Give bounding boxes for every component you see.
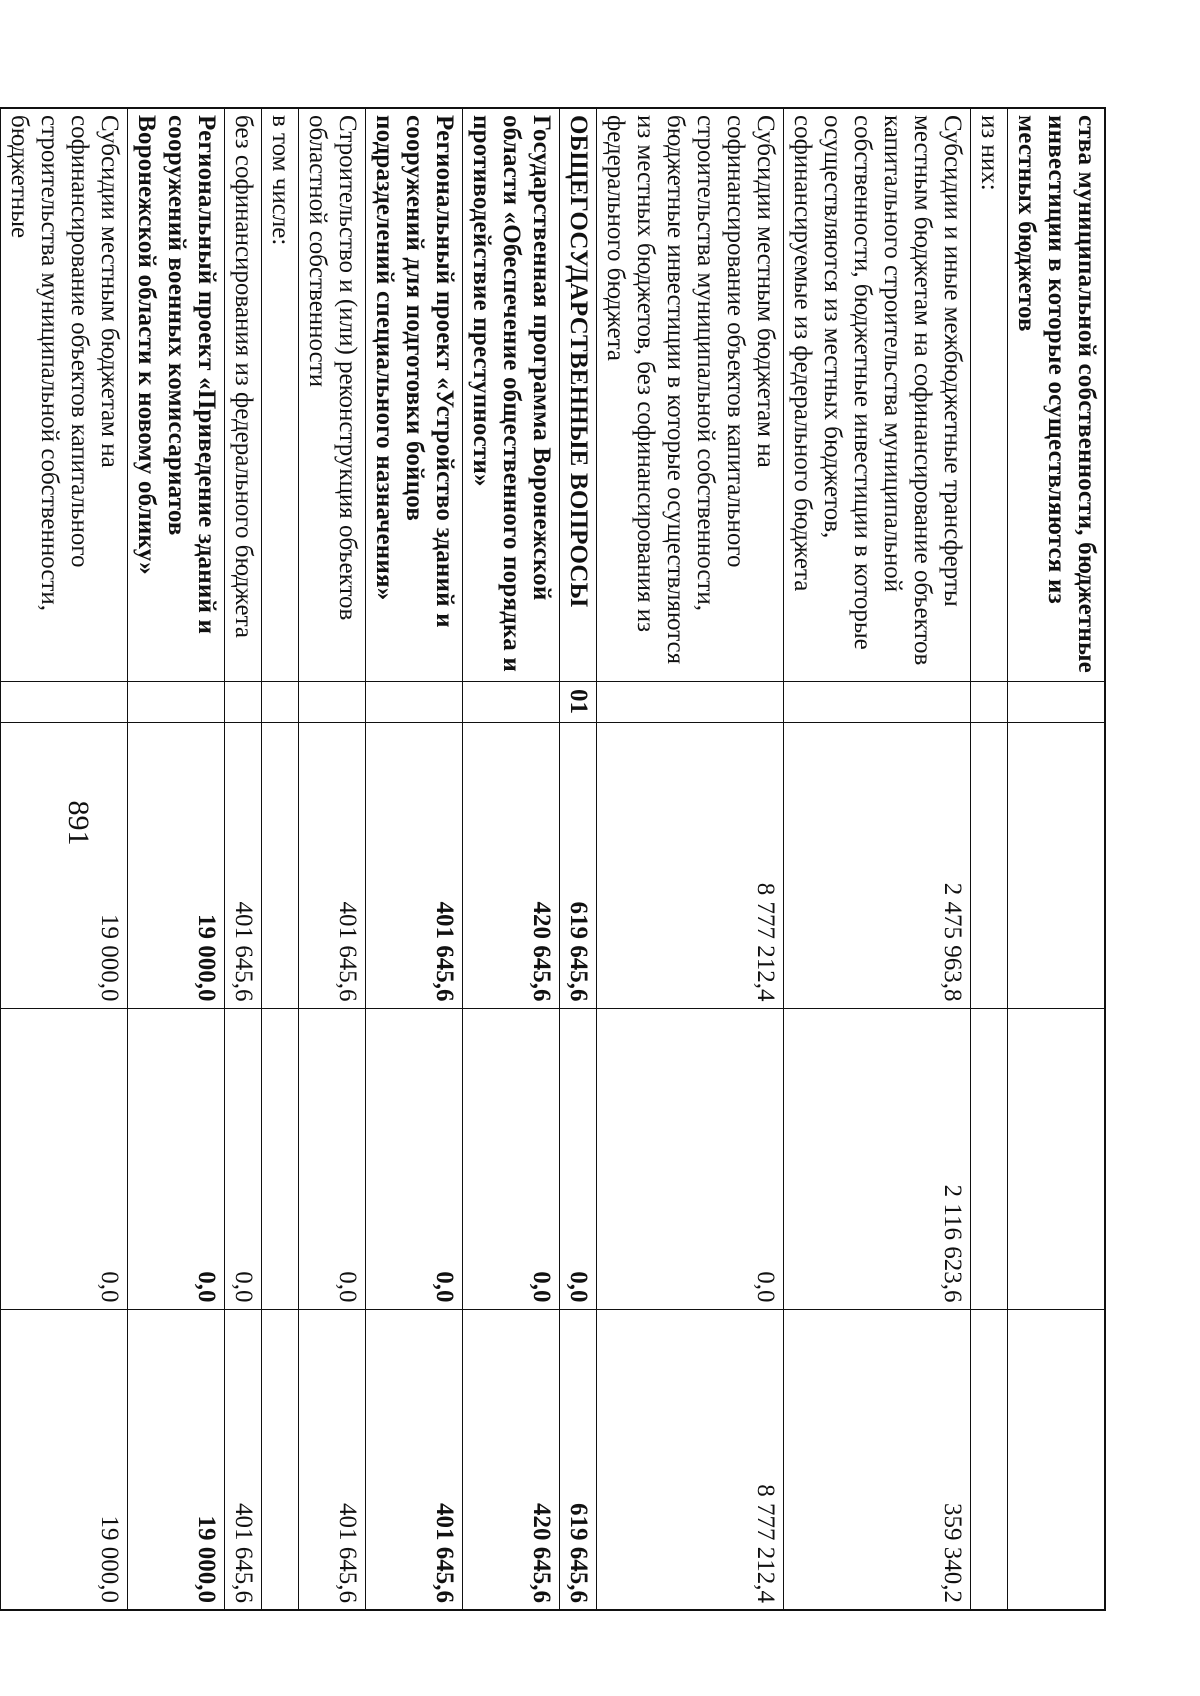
table-row (225, 108, 262, 1610)
row-regional-cell: 420 645,6 (463, 1309, 560, 1610)
row-total-cell (1008, 722, 1106, 1008)
row-federal-cell: 0,0 (463, 1008, 560, 1309)
row-total-cell: 401 645,6 (366, 722, 463, 1008)
table-row (366, 108, 463, 1610)
table-row (1008, 108, 1106, 1610)
table-row (299, 108, 366, 1610)
row-total-cell: 2 475 963,8 (784, 722, 971, 1008)
row-code-cell (463, 681, 560, 722)
row-name-cell: в том числе: (262, 108, 299, 681)
budget-table (0, 107, 1106, 1611)
row-federal-cell: 0,0 (128, 1008, 225, 1309)
row-total-cell: 401 645,6 (225, 722, 262, 1008)
table-body (0, 108, 1105, 1610)
row-federal-cell (262, 1008, 299, 1309)
row-regional-cell: 401 645,6 (366, 1309, 463, 1610)
row-regional-cell: 359 340,2 (784, 1309, 971, 1610)
row-regional-cell (971, 1309, 1008, 1610)
page-number: 891 (62, 800, 95, 846)
row-code-cell (299, 681, 366, 722)
table-row (560, 108, 597, 1610)
row-federal-cell (1008, 1008, 1106, 1309)
row-code-cell (1008, 681, 1106, 722)
row-total-cell (971, 722, 1008, 1008)
row-federal-cell: 0,0 (0, 1008, 128, 1309)
row-federal-cell: 0,0 (560, 1008, 597, 1309)
row-code-cell (262, 681, 299, 722)
row-name-cell: Региональный проект «Приведение зданий и сооружений военных комиссариатов Воронежской области к новому облику» (128, 108, 225, 681)
table-row (971, 108, 1008, 1610)
row-regional-cell (262, 1309, 299, 1610)
row-name-cell: Государственная программа Воронежской области «Обеспечение общественного порядка и противодействие преступности» (463, 108, 560, 681)
row-regional-cell: 401 645,6 (299, 1309, 366, 1610)
row-regional-cell: 19 000,0 (0, 1309, 128, 1610)
row-name-cell: Субсидии и иные межбюджетные трансферты местным бюджетам на софинансирование объектов капитального строительства муниципальной собственности, бюджетные инвестиции в которые осуществляются из местных бюджетов, софинансируемые из федерального бюджета (784, 108, 971, 681)
row-name-cell: Субсидии местным бюджетам на софинансирование объектов капитального строительства муниципальной собственности, бюджетные (0, 108, 128, 681)
row-total-cell: 19 000,0 (128, 722, 225, 1008)
row-code-cell (366, 681, 463, 722)
row-name-cell: Субсидии местным бюджетам на софинансирование объектов капитального строительства муниципальной собственности, бюджетные инвестиции в которые осуществляются из местных бюджетов, без софинансирования из федерального бюджета (597, 108, 784, 681)
row-federal-cell: 0,0 (366, 1008, 463, 1309)
row-regional-cell: 19 000,0 (128, 1309, 225, 1610)
row-name-cell: ства муниципальной собственности, бюджетные инвестиции в которые осуществляются из местных бюджетов (1008, 108, 1106, 681)
row-regional-cell: 8 777 212,4 (597, 1309, 784, 1610)
row-code-cell (971, 681, 1008, 722)
row-regional-cell (1008, 1309, 1106, 1610)
row-name-cell: ОБЩЕГОСУДАРСТВЕННЫЕ ВОПРОСЫ (560, 108, 597, 681)
row-name-cell: Региональный проект «Устройство зданий и сооружений для подготовки бойцов подразделений специального назначения» (366, 108, 463, 681)
row-code-cell: 01 (560, 681, 597, 722)
table-row (262, 108, 299, 1610)
row-total-cell: 19 000,0 (0, 722, 128, 1008)
table-row (128, 108, 225, 1610)
row-federal-cell: 2 116 623,6 (784, 1008, 971, 1309)
row-total-cell: 401 645,6 (299, 722, 366, 1008)
row-name-cell: Строительство и (или) реконструкция объектов областной собственности (299, 108, 366, 681)
table-row (0, 108, 128, 1610)
row-total-cell: 8 777 212,4 (597, 722, 784, 1008)
row-total-cell: 619 645,6 (560, 722, 597, 1008)
table-row (463, 108, 560, 1610)
row-code-cell (225, 681, 262, 722)
row-regional-cell: 401 645,6 (225, 1309, 262, 1610)
row-regional-cell: 619 645,6 (560, 1309, 597, 1610)
row-federal-cell: 0,0 (225, 1008, 262, 1309)
row-code-cell (0, 681, 128, 722)
row-federal-cell: 0,0 (299, 1008, 366, 1309)
row-code-cell (597, 681, 784, 722)
row-name-cell: без софинансирования из федерального бюджета (225, 108, 262, 681)
row-name-cell: из них: (971, 108, 1008, 681)
row-code-cell (784, 681, 971, 722)
table-row (784, 108, 971, 1610)
table-row (597, 108, 784, 1610)
row-total-cell (262, 722, 299, 1008)
row-code-cell (128, 681, 225, 722)
row-federal-cell: 0,0 (597, 1008, 784, 1309)
row-federal-cell (971, 1008, 1008, 1309)
row-total-cell: 420 645,6 (463, 722, 560, 1008)
